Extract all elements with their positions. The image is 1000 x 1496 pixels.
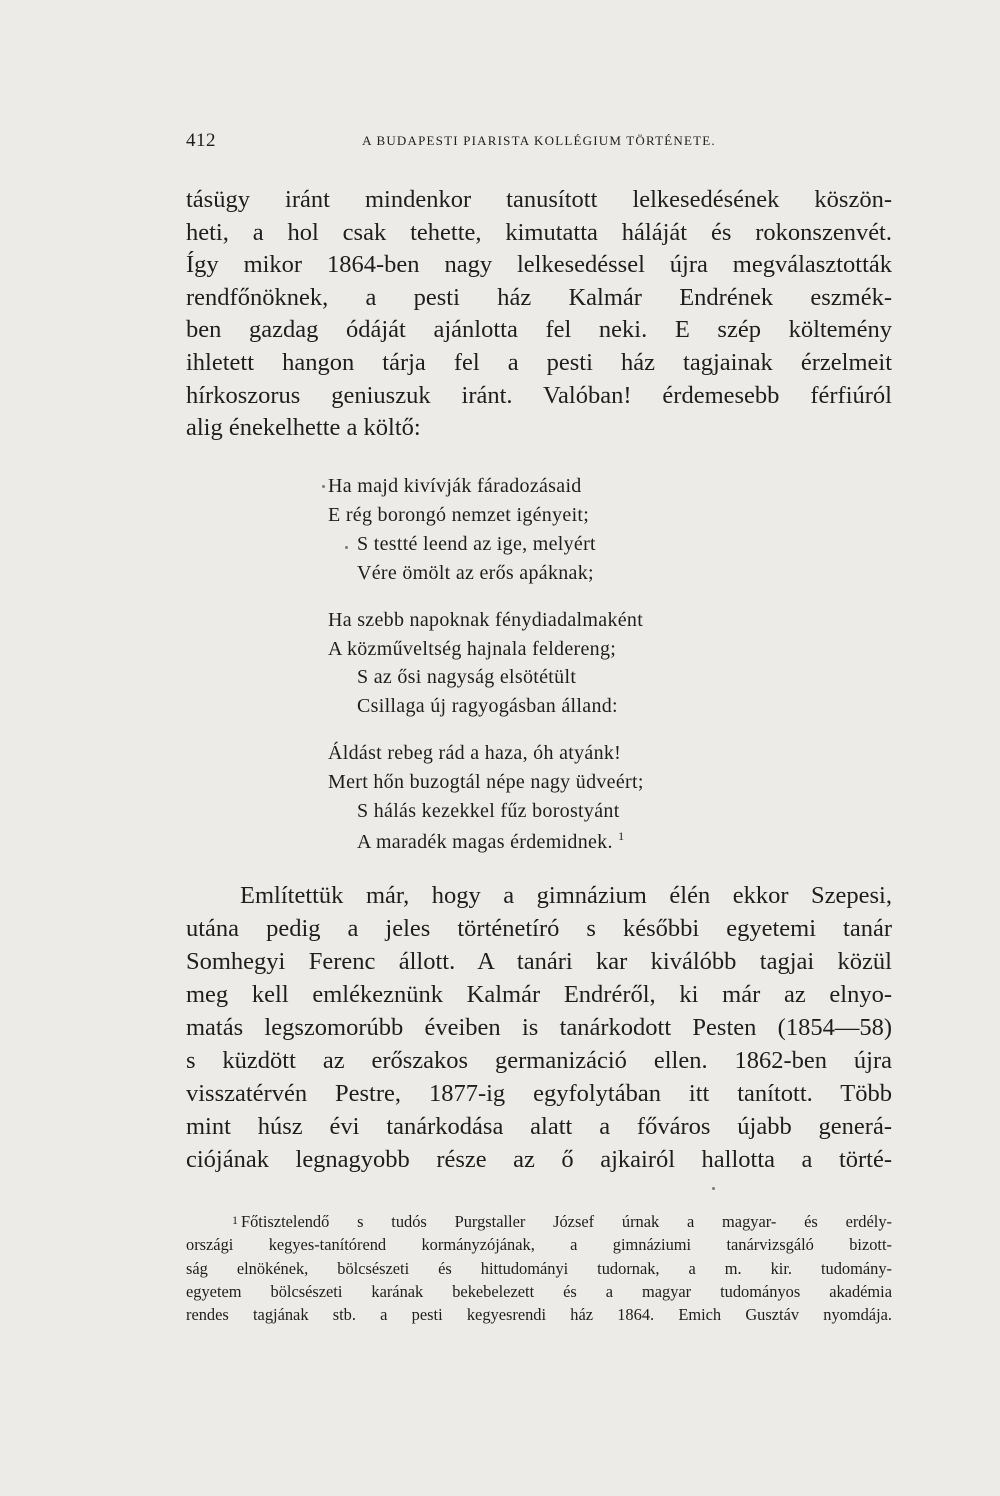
- running-head: A BUDAPESTI PIARISTA KOLLÉGIUM TÖRTÉNETE.: [362, 133, 716, 148]
- footnote-line: országi kegyes-tanítórend kormányzójának, a gimnáziumi tanárvizsgáló bizott-: [186, 1235, 892, 1254]
- text-line: utána pedig a jeles történetíró s későbbi egyetemi tanár: [186, 915, 892, 942]
- text-line: Említettük már, hogy a gimnázium élén ekkor Szepesi,: [240, 882, 892, 909]
- poem-line: E rég borongó nemzet igényeit;: [328, 504, 590, 526]
- text-line: hírkoszorus geniuszuk iránt. Valóban! érdemesebb férfiúról: [186, 382, 892, 409]
- footnote-reference: 1: [618, 829, 625, 843]
- text-line: ciójának legnagyobb része az ő ajkairól hallotta a törté-: [186, 1146, 892, 1173]
- text-line: matás legszomorúbb éveiben is tanárkodott Pesten (1854—58): [186, 1014, 892, 1041]
- footnote-line: rendes tagjának stb. a pesti kegyesrendi ház 1864. Emich Gusztáv nyomdája.: [186, 1305, 892, 1324]
- text-line: s küzdött az erőszakos germanizáció ellen. 1862-ben újra: [186, 1047, 892, 1074]
- poem-line: Csillaga új ragyogásban álland:: [357, 695, 618, 717]
- text-line: rendfőnöknek, a pesti ház Kalmár Endrének eszmék-: [186, 284, 892, 311]
- poem-line: [357, 830, 624, 852]
- poem-line-text: A maradék magas érdemidnek.: [357, 831, 613, 853]
- footnote-line: egyetem bölcsészeti karának bekebelezett és a magyar tudományos akadémia: [186, 1282, 892, 1301]
- text-line: alig énekelhette a költő:: [186, 414, 421, 441]
- scan-speck: [345, 546, 348, 549]
- text-line: Somhegyi Ferenc állott. A tanári kar kiválóbb tagjai közül: [186, 948, 892, 975]
- text-line: tásügy iránt mindenkor tanusított lelkesedésének köszön-: [186, 186, 892, 213]
- poem-line: Vére ömölt az erős apáknak;: [357, 562, 594, 584]
- poem-line: Ha majd kivívják fáradozásaid: [328, 475, 582, 497]
- page-number: 412: [186, 130, 216, 151]
- poem-line: S az ősi nagyság elsötétült: [357, 666, 577, 688]
- scan-speck: [322, 485, 325, 488]
- text-line: heti, a hol csak tehette, kimutatta háláját és rokonszenvét.: [186, 219, 892, 246]
- poem-line: S testté leend az ige, melyért: [357, 533, 596, 555]
- footnote-line: ság elnökének, bölcsészeti és hittudományi tudornak, a m. kir. tudomány-: [186, 1259, 892, 1278]
- page-header: [186, 130, 892, 160]
- scan-speck: [712, 1187, 715, 1190]
- text-line: Így mikor 1864-ben nagy lelkesedéssel újra megválasztották: [186, 251, 892, 278]
- poem-line: Áldást rebeg rád a haza, óh atyánk!: [328, 742, 622, 764]
- footnote-marker: 1: [232, 1213, 238, 1227]
- text-line: meg kell emlékeznünk Kalmár Endréről, ki már az elnyo-: [186, 981, 892, 1008]
- poem-line: Mert hőn buzogtál népe nagy üdveért;: [328, 771, 644, 793]
- text-line: ihletett hangon tárja fel a pesti ház tagjainak érzelmeit: [186, 349, 892, 376]
- poem-line: A közműveltség hajnala feldereng;: [328, 638, 617, 660]
- poem-line: S hálás kezekkel fűz borostyánt: [357, 800, 620, 822]
- poem-line: Ha szebb napoknak fénydiadalmaként: [328, 609, 644, 631]
- text-line: mint húsz évi tanárkodása alatt a főváros újabb generá-: [186, 1113, 892, 1140]
- text-line: ben gazdag ódáját ajánlotta fel neki. E szép költemény: [186, 316, 892, 343]
- text-line: visszatérvén Pestre, 1877-ig egyfolytában itt tanított. Több: [186, 1080, 892, 1107]
- footnote-line: Főtisztelendő s tudós Purgstaller József úrnak a magyar- és erdély-: [241, 1212, 892, 1231]
